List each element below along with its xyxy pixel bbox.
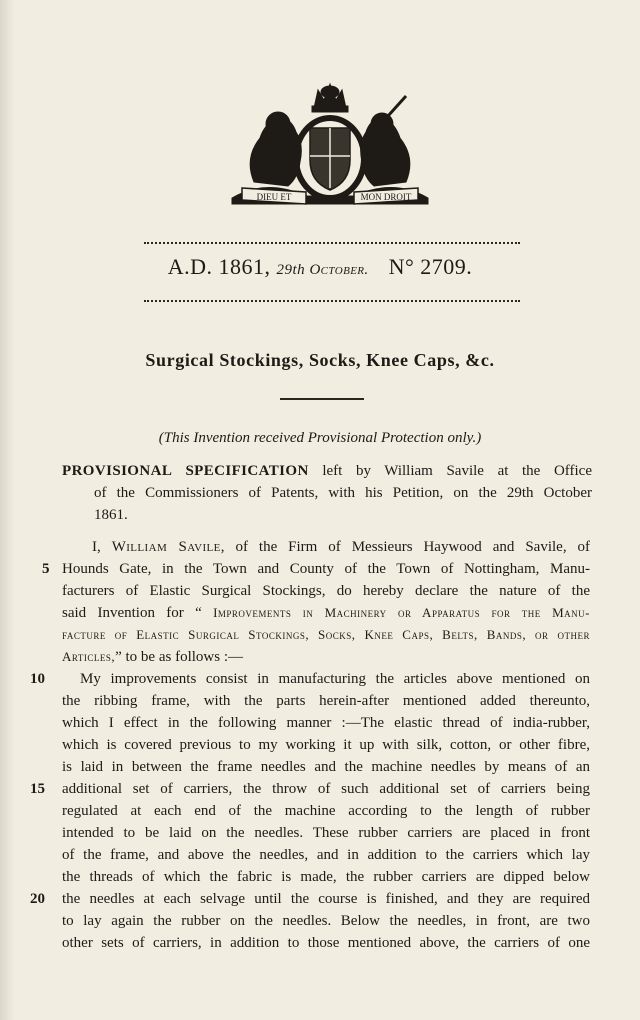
patent-number: N° 2709. [388,254,473,279]
patent-header [0,254,640,280]
body-line [92,536,590,558]
title-rule [280,398,364,400]
specification-heading [62,460,592,526]
patent-date-day: 29th [276,262,306,278]
body-line-smallcaps: Improvements in Machinery or Apparatus for the Manu- [213,605,590,620]
body-line: regulated at each end of the machine according to the length of rubber [62,803,590,819]
body-line: intended to be laid on the needles. These rubber carriers are placed in front [62,825,590,841]
body-line [62,624,590,646]
patent-year: A.D. 1861, [167,254,271,279]
body-line-text: said Invention for “ [62,605,214,621]
body-line: My improvements consist in manufacturing the articles above mentioned on [80,671,590,687]
spec-heading-lead: PROVISIONAL SPECIFICATION [62,463,309,479]
spec-heading-line-2: of the Commissioners of Patents, with his Petition, on the 29th October [94,485,592,501]
body-line: Hounds Gate, in the Town and County of the Town of Nottingham, Manu- [62,561,590,577]
header-rule-bottom [144,300,520,302]
body-line: other sets of carriers, in addition to those mentioned above, the carriers of one [62,935,590,951]
body-line: the ribbing frame, with the parts herein-after mentioned added thereunto, [62,693,590,709]
body-line: facturers of Elastic Surgical Stockings, do hereby declare the nature of the [62,583,590,599]
body-line-text: , of the Firm of Messieurs Haywood and Savile, of [220,539,590,555]
body-line: additional set of carriers, the throw of such additional set of carriers being [62,781,590,797]
body-line: which I effect in the following manner :—The elastic thread of india-rubber, [62,715,590,731]
line-number: 15 [30,781,45,797]
motto-left: DIEU ET [256,192,292,202]
page-edge-shadow [0,0,14,1020]
spec-heading-line-1 [62,460,592,482]
body-line: to lay again the rubber on the needles. Below the needles, in front, are two [62,913,590,929]
patent-date [277,262,369,278]
body-line-smallcaps: William Savile [111,539,221,555]
body-line-smallcaps: facture of Elastic Surgical Stockings, Socks, Knee Caps, Belts, Bands, or other [62,627,590,642]
body-line [62,646,590,668]
patent-date-month: October. [309,262,369,278]
line-number: 20 [30,891,45,907]
body-line: the threads of which the fabric is made, the rubber carriers are dipped below [62,869,590,885]
motto-right: MON DROIT [360,192,412,202]
spec-heading-line1-rest: left by William Savile at the Office [322,463,592,479]
spec-heading-line-3: 1861. [94,507,128,523]
body-line: the needles at each selvage until the course is finished, and they are required [62,891,590,907]
body-line: is laid in between the frame needles and the machine needles by means of an [62,759,590,775]
patent-title: Surgical Stockings, Socks, Knee Caps, &c. [145,350,495,370]
line-number: 10 [30,671,45,687]
body-line-text: I, [92,539,112,555]
protection-note: (This Invention received Provisional Protection only.) [158,430,482,446]
royal-coat-of-arms-emblem [226,78,434,210]
line-number: 5 [42,561,50,577]
body-line: of the frame, and above the needles, and in addition to the carriers which lay [62,847,590,863]
body-line [62,602,590,624]
header-rule-top [144,242,520,244]
body-line-text: ” to be as follows :— [115,649,244,665]
body-line: which is covered previous to my working it up with silk, cotton, or other fibre, [62,737,590,753]
body-line-smallcaps: Articles, [62,649,116,664]
